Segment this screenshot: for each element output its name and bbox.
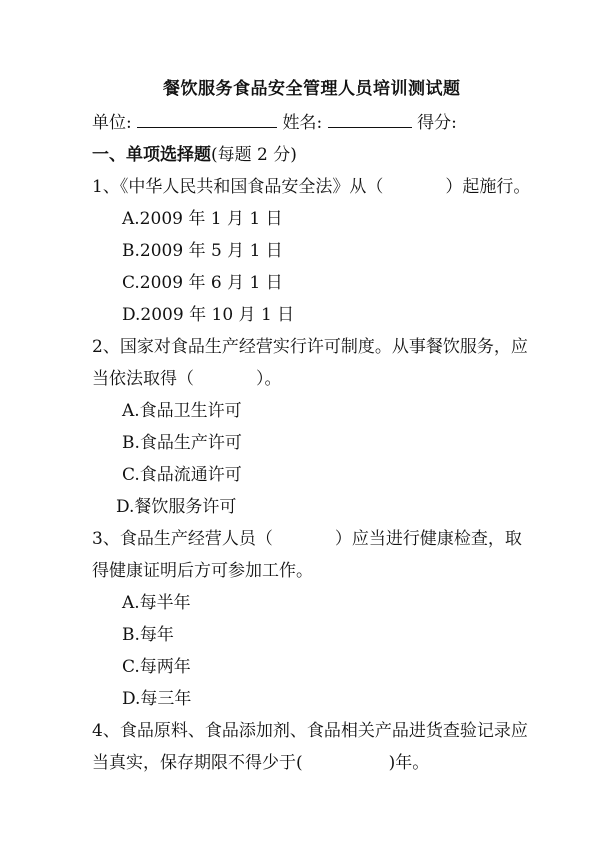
score-label: 得分:	[417, 113, 457, 133]
name-label: 姓名:	[282, 113, 323, 133]
question-2-line-1: 2、国家对食品生产经营实行许可制度。从事餐饮服务，应	[92, 337, 528, 357]
section-title: 一、单项选择题	[92, 145, 211, 165]
question-3-line-1	[92, 528, 522, 550]
question-3-text-a: 3、食品生产经营人员（	[92, 529, 273, 549]
unit-blank[interactable]	[137, 113, 277, 128]
question-3-option-b: B.每年	[122, 625, 174, 645]
question-4-text-a: 当真实，保存期限不得少于(	[92, 753, 303, 773]
question-4-line-1: 4、食品原料、食品添加剂、食品相关产品进货查验记录应	[92, 721, 528, 741]
question-1-option-d: D.2009 年 10 月 1 日	[122, 305, 295, 325]
page-title: 餐饮服务食品安全管理人员培训测试题	[163, 79, 461, 99]
question-1-text-b: ）起施行。	[445, 177, 531, 197]
section-note: (每题 2 分)	[211, 145, 297, 165]
question-1-text-a: 1、《中华人民共和国食品安全法》从（	[92, 177, 384, 197]
question-2-option-c: C.食品流通许可	[122, 465, 242, 485]
question-3-option-c: C.每两年	[122, 657, 191, 677]
question-3-option-a: A.每半年	[122, 593, 191, 613]
question-2-line-2	[92, 368, 282, 390]
question-4-text-b: )年。	[388, 753, 430, 773]
unit-label: 单位:	[92, 113, 132, 133]
name-blank[interactable]	[328, 113, 412, 128]
question-1-option-b: B.2009 年 5 月 1 日	[122, 241, 283, 261]
question-1-option-c: C.2009 年 6 月 1 日	[122, 273, 283, 293]
section-heading	[92, 144, 297, 166]
question-3-option-d: D.每三年	[122, 689, 192, 709]
question-1	[92, 176, 530, 198]
question-2-text-a: 当依法取得（	[92, 369, 194, 389]
info-row	[92, 112, 457, 134]
question-2-option-b: B.食品生产许可	[122, 433, 242, 453]
question-2-option-d: D.餐饮服务许可	[116, 497, 237, 517]
question-2-option-a: A.食品卫生许可	[122, 401, 242, 421]
question-3-line-2: 得健康证明后方可参加工作。	[92, 561, 313, 581]
question-2-text-b: ）。	[256, 369, 282, 389]
question-4-line-2	[92, 752, 429, 774]
question-1-option-a: A.2009 年 1 月 1 日	[122, 209, 283, 229]
question-3-text-b: ）应当进行健康检查，取	[334, 529, 522, 549]
